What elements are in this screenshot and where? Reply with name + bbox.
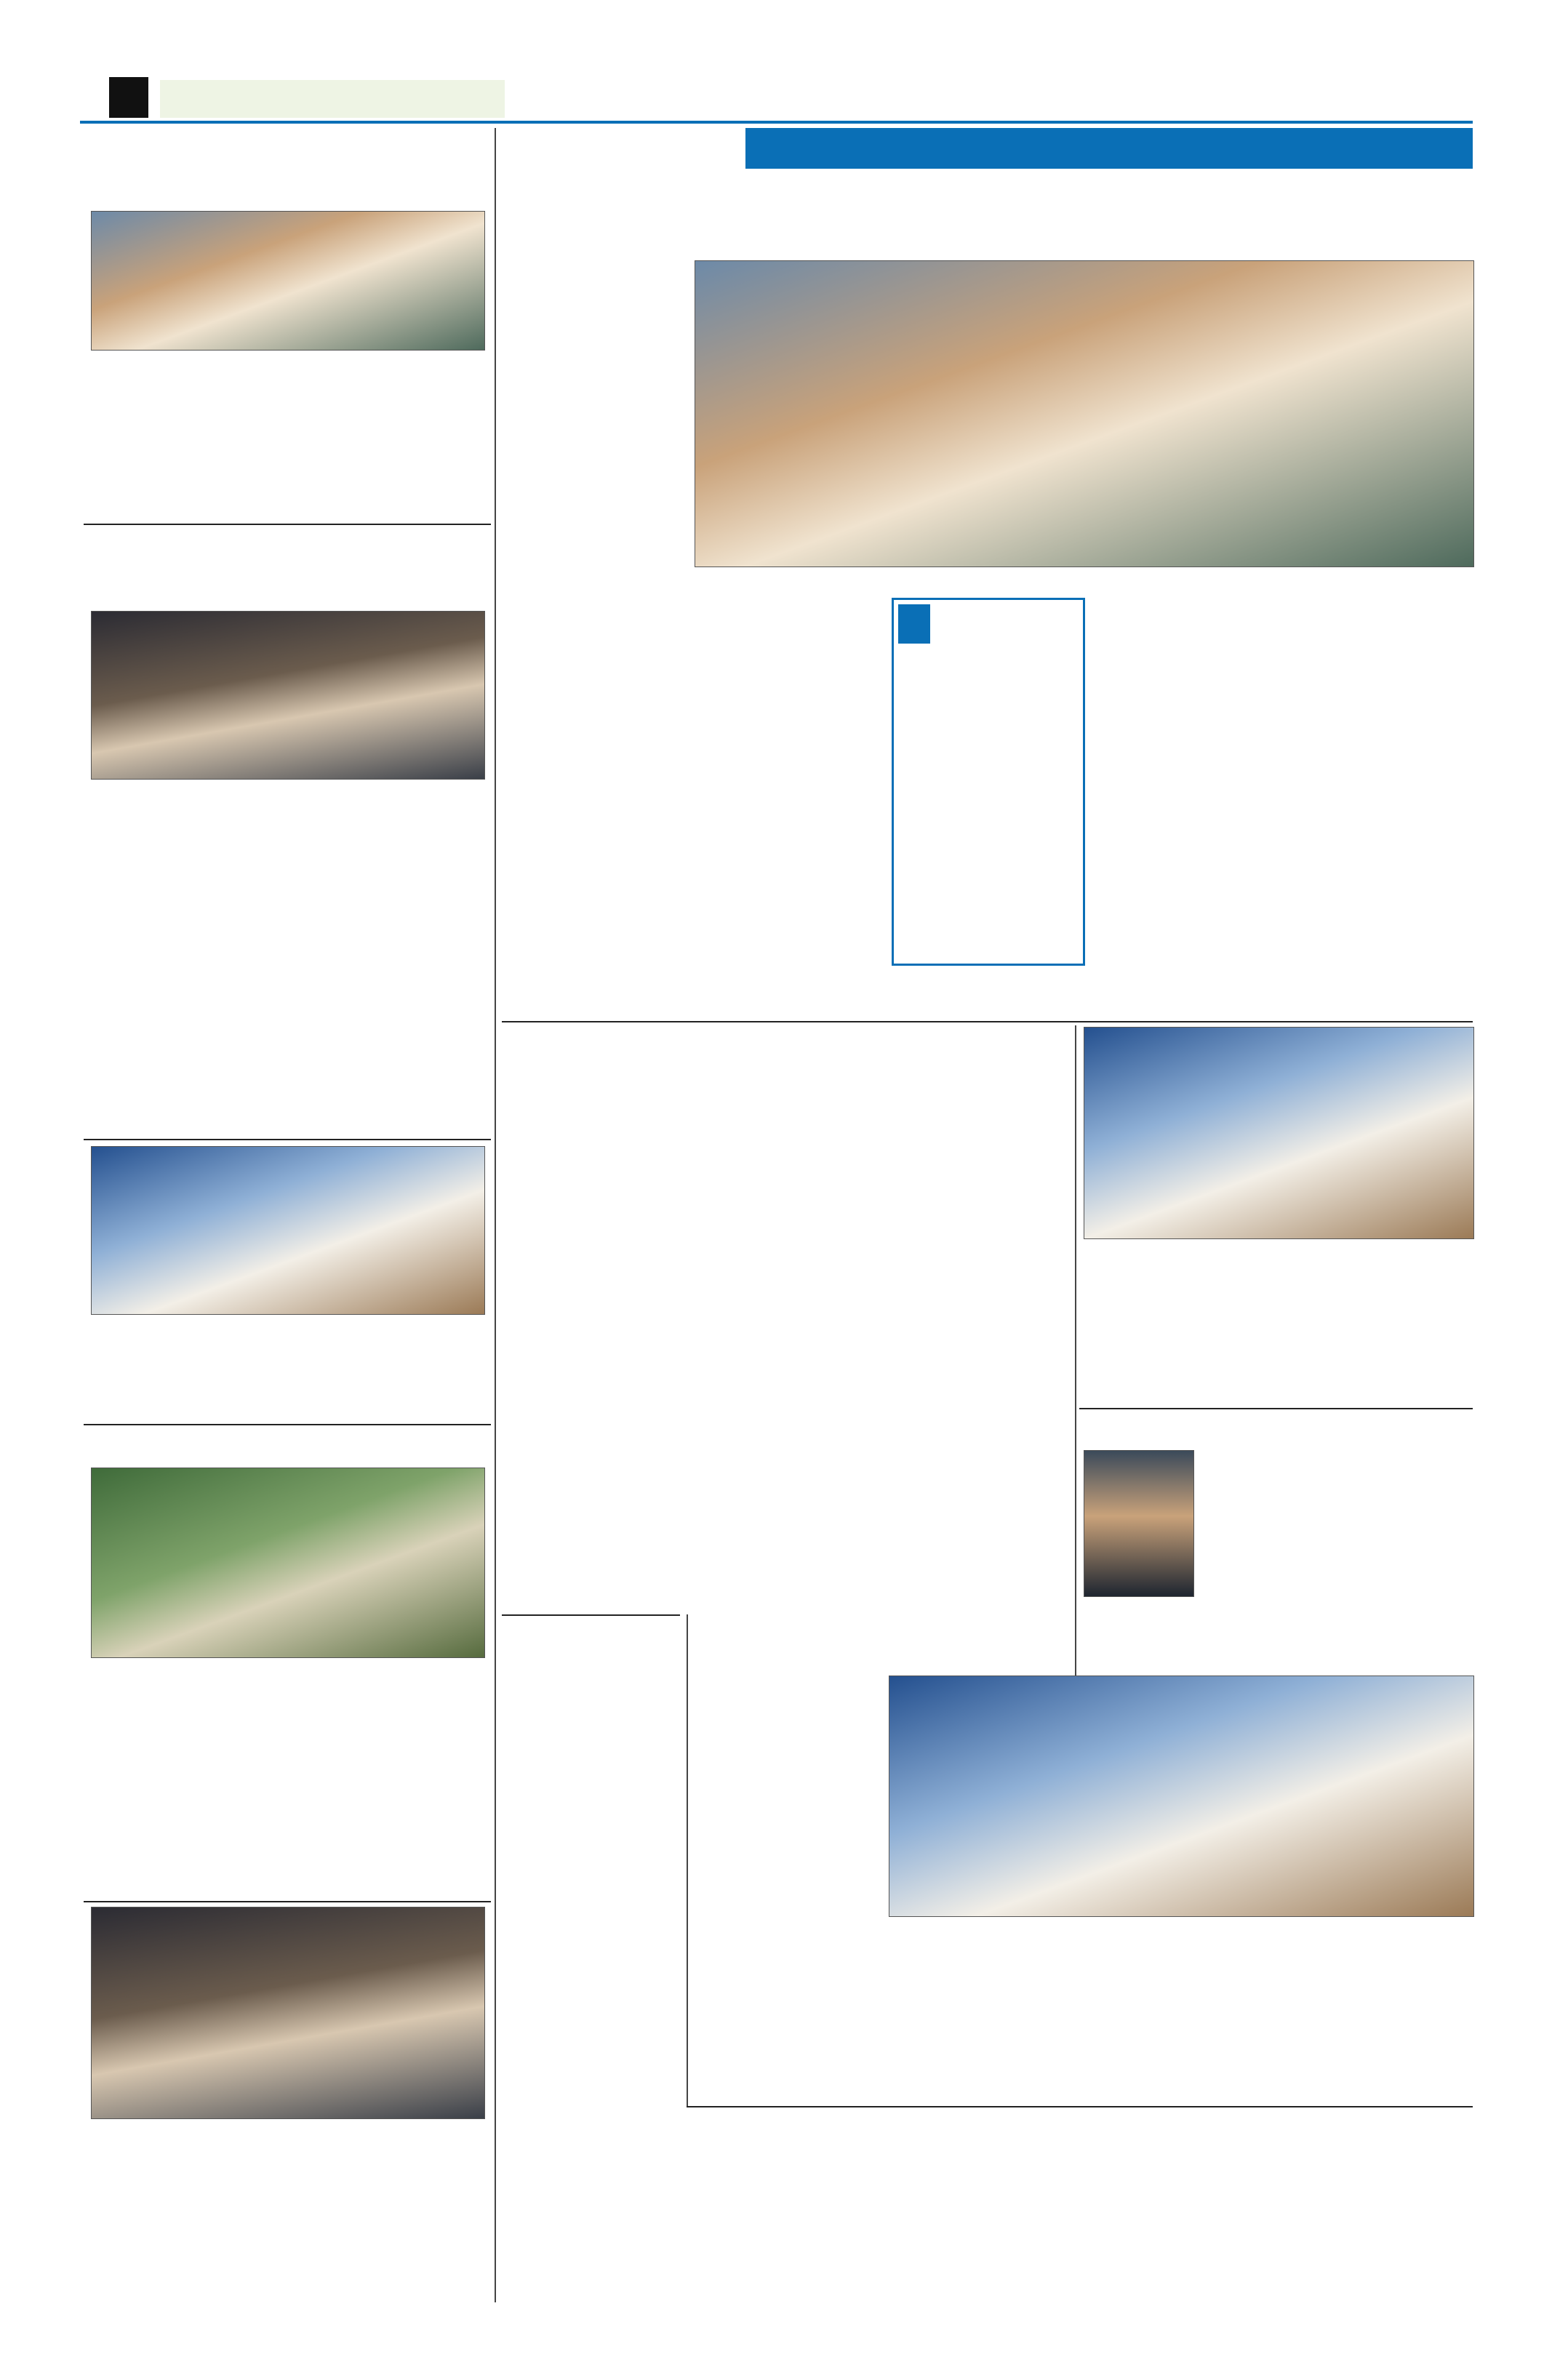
story3-kicker-band	[745, 128, 1473, 169]
story10-caption	[697, 1920, 880, 1972]
column-divider-story9	[687, 1614, 688, 2106]
story1-body	[91, 353, 484, 519]
story2-col1	[91, 782, 281, 1132]
story2-rule	[84, 1139, 491, 1140]
story8-photo	[91, 1468, 485, 1658]
story10-col4	[1279, 1920, 1472, 2102]
story3-kicker	[745, 128, 1473, 169]
story3-contacts	[1284, 793, 1472, 1017]
story3-quote-author	[901, 891, 1076, 958]
story10-rule	[687, 2106, 1473, 2107]
story2-headline	[84, 529, 491, 602]
story8-headline	[84, 1428, 491, 1462]
story4-headline	[502, 1025, 1069, 1110]
story8-col1	[91, 1662, 281, 1897]
story7-rule	[84, 1424, 491, 1425]
story5-caption	[1084, 1242, 1473, 1404]
story10-headline	[692, 1614, 1473, 1670]
story7-photo	[91, 1146, 485, 1315]
story3-col-b	[1089, 596, 1276, 1017]
story10-col3	[1084, 1920, 1271, 2102]
story3-col-c	[1284, 596, 1472, 785]
story12-photo	[91, 1907, 485, 2119]
column-divider-left	[495, 128, 496, 2302]
story3-col-a	[695, 596, 885, 1017]
story3-photo	[695, 260, 1474, 567]
section-name	[160, 80, 505, 118]
story2-col2	[289, 782, 484, 1132]
story3-rule	[502, 1021, 1473, 1022]
story9-rule-top	[502, 1614, 680, 1616]
story7-caption	[91, 1318, 484, 1420]
page-number	[109, 77, 148, 118]
story5-photo	[1084, 1027, 1474, 1239]
story12-caption	[91, 2122, 484, 2291]
story10-photo	[889, 1676, 1474, 1917]
story4-col2	[697, 1116, 882, 1610]
story6-portrait	[1084, 1450, 1194, 1597]
story1-rule	[84, 524, 491, 525]
story5-rule	[1079, 1408, 1473, 1409]
masthead	[80, 81, 1473, 118]
story3-quote	[901, 648, 1076, 888]
story9-headline	[503, 1619, 681, 1735]
story8-rule	[84, 1901, 491, 1902]
column-divider-bottom	[495, 2110, 496, 2299]
story3-caption	[695, 570, 1473, 592]
story11-headline	[502, 2110, 1473, 2169]
story8-col2	[289, 1662, 484, 1897]
story10-col2	[889, 1920, 1076, 2102]
story6-headline	[1079, 1412, 1473, 1444]
story2-photo	[91, 611, 485, 780]
story9-body	[503, 1740, 681, 2278]
story4-col3	[890, 1116, 1068, 1610]
story1-photo	[91, 211, 485, 351]
story1-headline	[84, 128, 487, 208]
story6-body	[1200, 1450, 1473, 1609]
masthead-rule	[80, 121, 1473, 124]
story10-col1	[697, 1676, 880, 1915]
story3-intro	[503, 260, 687, 1017]
story3-headline	[502, 173, 1473, 253]
story3-quote-number	[898, 604, 930, 644]
story3-quote-box	[892, 598, 1085, 966]
story4-col1	[503, 1116, 689, 1610]
